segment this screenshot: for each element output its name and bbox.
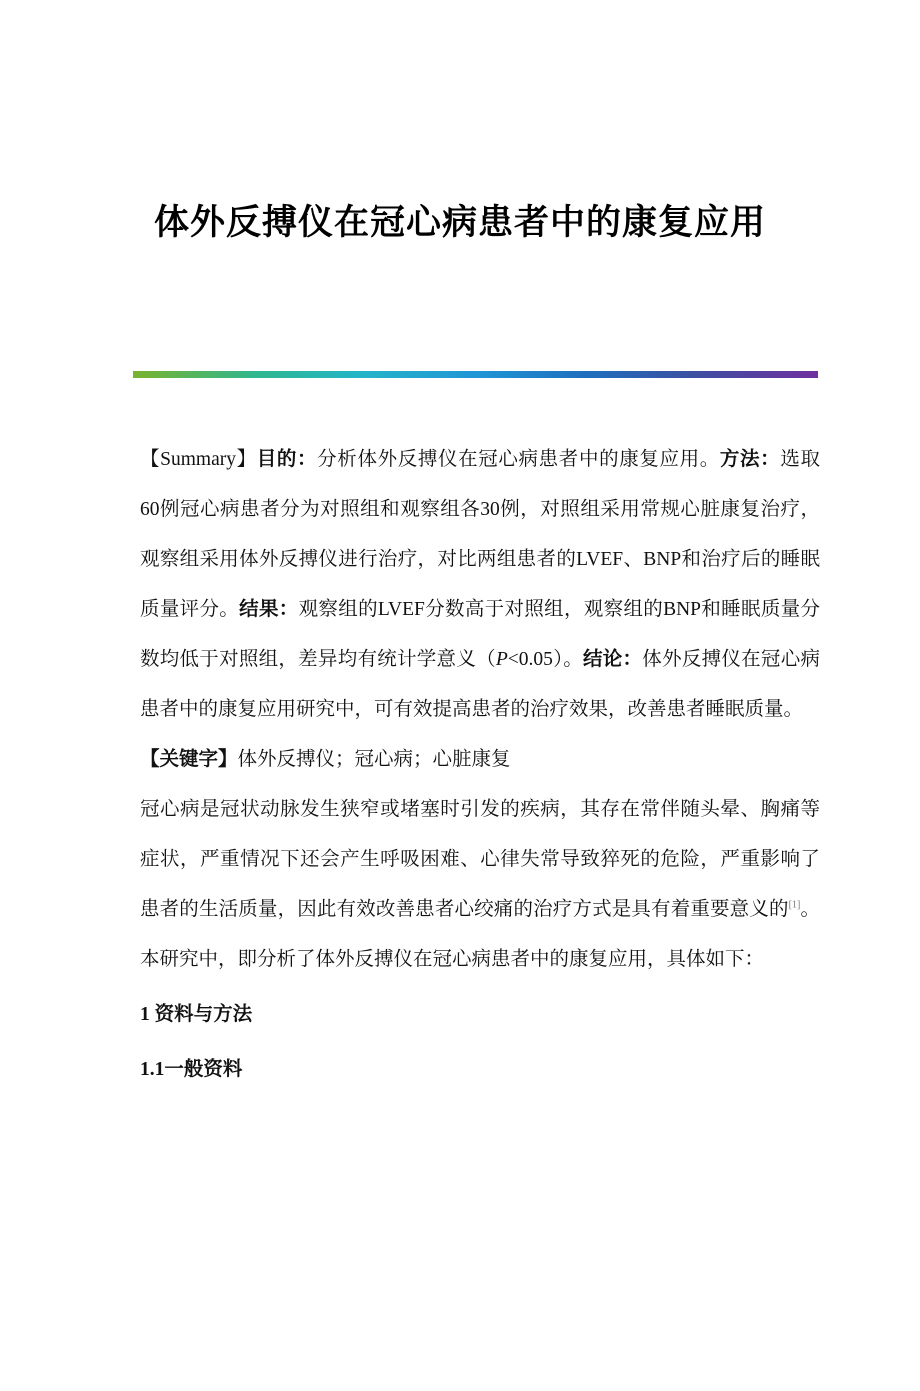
abstract-conclusion-label: 结论： xyxy=(582,649,643,670)
section-heading-general-data: 1.1一般资料 xyxy=(140,1059,243,1080)
citation-marker: [1] xyxy=(788,899,801,911)
abstract-result-label: 结果： xyxy=(239,599,299,620)
document-body xyxy=(140,435,820,1095)
abstract-method-label: 方法： xyxy=(719,449,781,470)
abstract-objective-label: 目的： xyxy=(256,449,318,470)
abstract-paragraph xyxy=(140,435,820,735)
section-heading-methods: 1 资料与方法 xyxy=(140,1004,253,1025)
intro-paragraph xyxy=(140,785,820,985)
intro-text-before-ref: 冠心病是冠状动脉发生狭窄或堵塞时引发的疾病，其存在常伴随头晕、胸痛等症状，严重情况下还会产生呼吸困难、心律失常导致猝死的危险，严重影响了患者的生活质量，因此有效改善患者心绞痛的治疗方式是具有着重要意义的 xyxy=(140,799,820,920)
intro-text-after-ref: 。本研究中，即分析了体外反搏仪在冠心病患者中的康复应用，具体如下： xyxy=(140,899,820,970)
keywords-label: 【关键字】 xyxy=(140,749,238,770)
page-title: 体外反搏仪在冠心病患者中的康复应用 xyxy=(153,203,766,242)
abstract-p-value-symbol: P xyxy=(495,649,508,670)
abstract-method-text: 选取60例冠心病患者分为对照组和观察组各30例，对照组采用常规心脏康复治疗，观察组采用体外反搏仪进行治疗，对比两组患者的LVEF、BNP和治疗后的睡眠质量评分。 xyxy=(140,449,820,620)
abstract-objective-text: 分析体外反搏仪在冠心病患者中的康复应用。 xyxy=(317,449,720,470)
abstract-result-text: 观察组的LVEF分数高于对照组，观察组的BNP和睡眠质量分数均低于对照组，差异均有统计学意义（ xyxy=(140,599,820,670)
keywords-line xyxy=(140,735,820,785)
abstract-summary-label: 【Summary】 xyxy=(140,449,257,470)
keywords-text: 体外反搏仪；冠心病；心脏康复 xyxy=(237,749,511,770)
gradient-divider xyxy=(133,371,818,378)
abstract-p-value-text: <0.05）。 xyxy=(507,649,583,670)
abstract-conclusion-text: 体外反搏仪在冠心病患者中的康复应用研究中，可有效提高患者的治疗效果，改善患者睡眠质量。 xyxy=(140,649,820,720)
